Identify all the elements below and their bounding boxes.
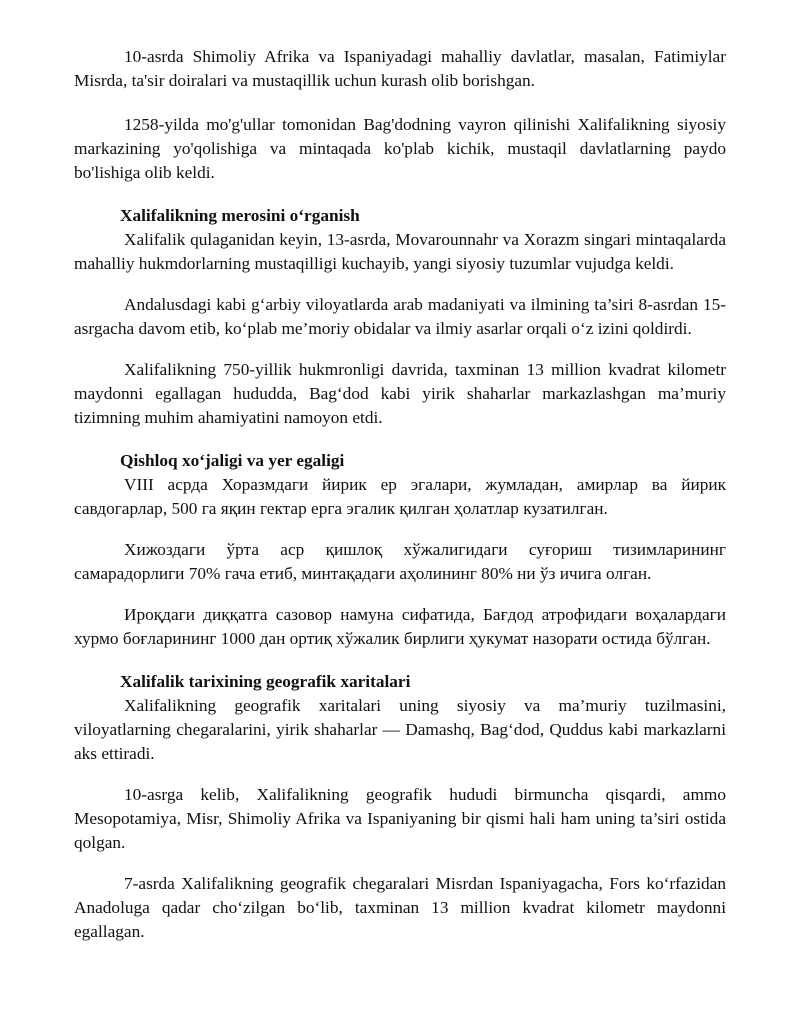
paragraph-agriculture-3: Ироқдаги диққатга сазовор намуна сифатида, Бағдод атрофидаги воҳалардаги хурмо боғларининг 1000 дан ортиқ хўжалик бирлиги ҳукумат назорати остида бўлган. xyxy=(74,605,726,648)
paragraph-maps-2: 10-asrga kelib, Xalifalikning geografik hududi birmuncha qisqardi, ammo Mesopotamiya, Misr, Shimoliy Afrika va Ispaniyaning bir qismi hali ham uning ta’siri ostida qolgan. xyxy=(74,785,726,852)
paragraph-agriculture-1: VIII асрда Хоразмдаги йирик ер эгалари, жумладан, амирлар ва йирик савдогарлар, 500 га яқин гектар ерга эгалик қилган ҳолатлар кузатилган. xyxy=(74,475,726,518)
paragraph-maps-1: Xalifalikning geografik xaritalari uning siyosiy va ma’muriy tuzilmasini, viloyatlarning chegaralarini, yirik shaharlar — Damashq, Bag‘dod, Quddus kabi markazlarni aks ettiradi. xyxy=(74,696,726,763)
paragraph-legacy-2: Andalusdagi kabi g‘arbiy viloyatlarda arab madaniyati va ilmining ta’siri 8-asrdan 15-asrgacha davom etib, ko‘plab me’moriy obidalar va ilmiy asarlar orqali o‘z izini qoldirdi. xyxy=(74,295,726,338)
paragraph-maps-3: 7-asrda Xalifalikning geografik chegaralari Misrdan Ispaniyagacha, Fors ko‘rfazidan Anadoluga qadar cho‘zilgan bo‘lib, taxminan 13 million kvadrat kilometr maydonni egallagan. xyxy=(74,874,726,941)
section-heading-legacy: Xalifalikning merosini o‘rganish xyxy=(120,206,360,225)
paragraph-legacy-3: Xalifalikning 750-yillik hukmronligi davrida, taxminan 13 million kvadrat kilometr maydonni egallagan hududda, Bag‘dod kabi yirik shaharlar markazlashgan ma’muriy tizimning muhim ahamiyatini namoyon etdi. xyxy=(74,360,726,427)
section-heading-agriculture: Qishloq xo‘jaligi va yer egaligi xyxy=(120,451,345,470)
paragraph-agriculture-2: Хижоздаги ўрта аср қишлоқ хўжалигидаги суғориш тизимларининг самарадорлиги 70% гача етиб, минтақадаги аҳолининг 80% ни ўз ичига олган. xyxy=(74,540,726,583)
paragraph-fatimids: 10-asrda Shimoliy Afrika va Ispaniyadagi mahalliy davlatlar, masalan, Fatimiylar Misrda, ta'sir doiralari va mustaqillik uchun kurash olib borishgan. xyxy=(74,47,726,90)
section-heading-maps: Xalifalik tarixining geografik xaritalari xyxy=(120,672,411,691)
paragraph-legacy-1: Xalifalik qulaganidan keyin, 13-asrda, Movarounnahr va Xorazm singari mintaqalarda mahalliy hukmdorlarning mustaqilligi kuchayib, yangi siyosiy tuzumlar vujudga keldi. xyxy=(74,230,726,273)
paragraph-mongol-baghdad: 1258-yilda mo'g'ullar tomonidan Bag'dodning vayron qilinishi Xalifalikning siyosiy markazining yo'qolishiga va mintaqada ko'plab kichik, mustaqil davlatlarning paydo bo'lishiga olib keldi. xyxy=(74,115,726,182)
